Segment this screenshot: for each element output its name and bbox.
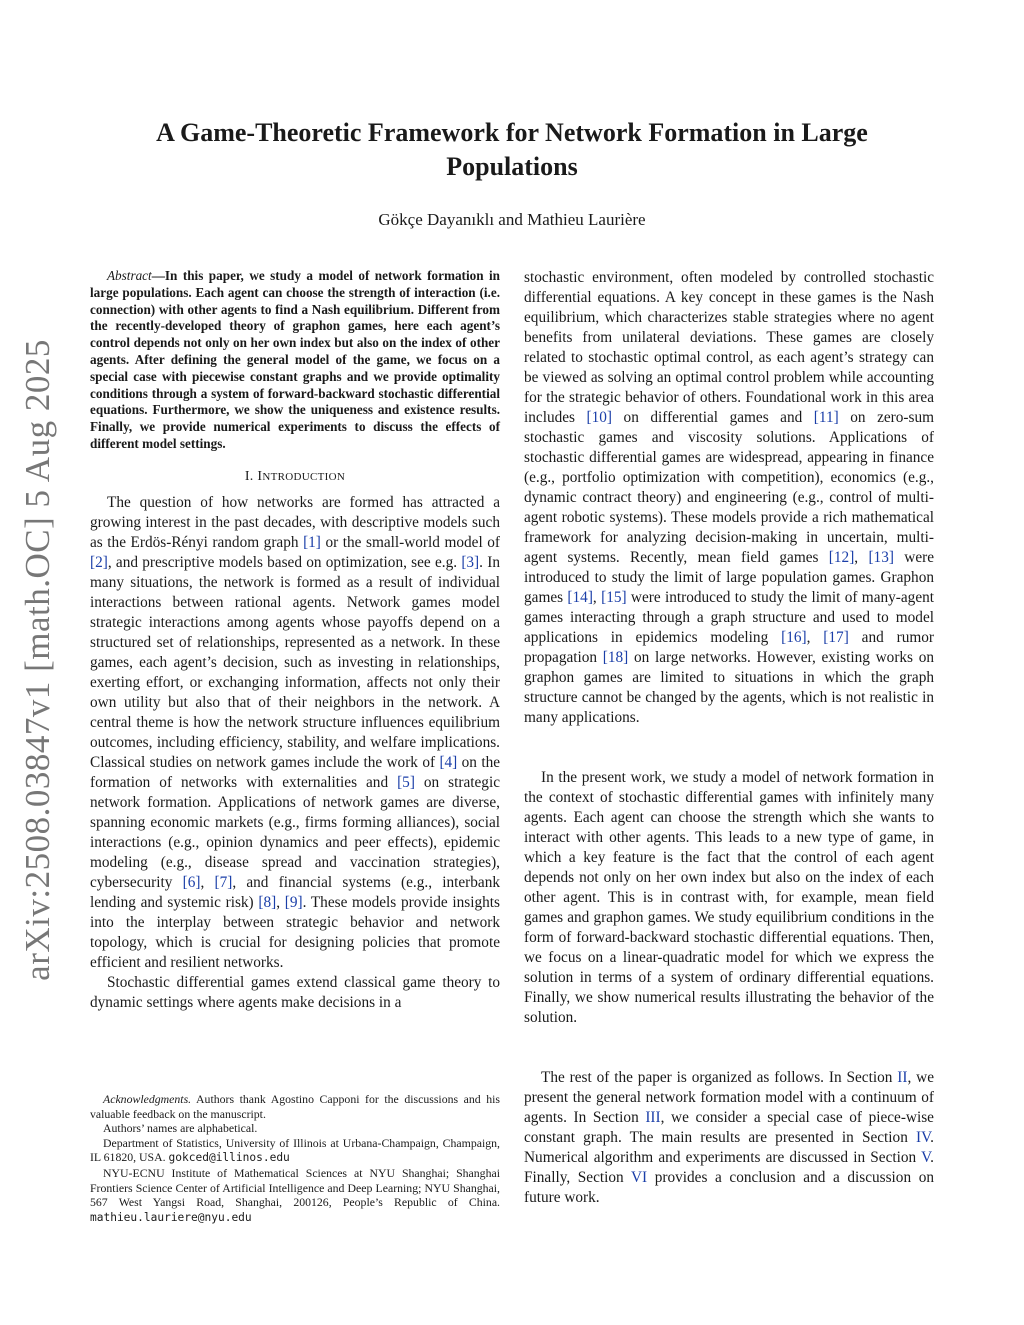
- abstract: [90, 268, 500, 453]
- citation-link[interactable]: [1]: [303, 533, 321, 551]
- section-title-first: I: [257, 468, 263, 484]
- ack-label: Acknowledgments.: [103, 1092, 192, 1106]
- citation-link[interactable]: [17]: [823, 629, 849, 646]
- right-column: [524, 268, 934, 1208]
- left-column: [90, 268, 500, 1013]
- intro-paragraph-4: The rest of the paper is organized as follows. In Section II, we present the general network formation model with a continuum of agents. In Section III, we consider a special case of piece-wise constant graph. The main results are presented in Section IV. Numerical algorithm and experiments are discussed in Section V. Finally, Section VI provides a conclusion and a discussion on future work.: [524, 1069, 934, 1206]
- abstract-label: Abstract: [107, 268, 152, 283]
- footnotes: [90, 1092, 500, 1225]
- citation-link[interactable]: [13]: [868, 549, 894, 566]
- citation-link[interactable]: [3]: [461, 553, 480, 571]
- abstract-dash: —: [151, 268, 165, 283]
- citation-link[interactable]: [6]: [182, 873, 201, 891]
- email-link-1[interactable]: gokced@illinos.edu: [168, 1151, 290, 1165]
- section-title-rest: NTRODUCTION: [262, 470, 346, 483]
- section-heading-introduction: [90, 467, 500, 487]
- affiliation-1-text: Department of Statistics, University of Illinois at Urbana-Champaign, Champaign, IL 61820, USA.: [90, 1135, 500, 1165]
- affiliation-2-text: NYU-ECNU Institute of Mathematical Sciences at NYU Shanghai; Shanghai Frontiers Science Center of Artificial Intelligence and Deep Learning; NYU Shanghai, 567 West Yangsi Road, Shanghai, 200126, People’s Republic of China.: [90, 1165, 500, 1210]
- footnote-acknowledgments: [90, 1092, 500, 1121]
- author-list: Gökçe Dayanıklı and Mathieu Laurière: [378, 210, 646, 229]
- paper-title: A Game-Theoretic Framework for Network Formation in Large Populations: [156, 118, 868, 181]
- citation-link[interactable]: IV: [916, 1129, 931, 1146]
- citation-link[interactable]: [9]: [284, 893, 303, 911]
- citation-link[interactable]: [14]: [567, 589, 593, 606]
- intro-paragraph-3: In the present work, we study a model of network formation in the context of stochastic differential games with infinitely many agents. Each agent can choose the strength which she wants to interact with other agents. This leads to a new type of game, in which a key feature is the fact that the control of each agent depends not only on her own index but also on the index of each other agent. This is in contrast with, for example, mean field games and graphon games. We study equilibrium conditions in the form of forward-backward stochastic differential equations. Then, we focus on a linear-quadratic model for which we express the solution in terms of a system of ordinary differential equations. Finally, we show numerical results illustrating the behavior of the solution.: [524, 769, 934, 1026]
- ack-text: Authors thank Agostino Capponi for the discussions and his valuable feedback on the manuscript.: [90, 1092, 500, 1121]
- citation-link[interactable]: III: [645, 1109, 661, 1126]
- citation-link[interactable]: [15]: [601, 589, 627, 606]
- citation-link[interactable]: V: [921, 1149, 931, 1166]
- citation-link[interactable]: [10]: [586, 409, 613, 426]
- citation-link[interactable]: [2]: [90, 553, 108, 571]
- footnote-alphabetical: Authors’ names are alphabetical.: [103, 1121, 258, 1136]
- intro-paragraph-2: Stochastic differential games extend classical game theory to dynamic settings where agents make decisions in a: [90, 973, 500, 1011]
- citation-link[interactable]: [8]: [258, 893, 277, 911]
- email-link-2[interactable]: mathieu.lauriere@nyu.edu: [90, 1210, 252, 1224]
- citation-link[interactable]: II: [897, 1069, 908, 1086]
- intro-paragraph-2-continued: stochastic environment, often modeled by controlled stochastic differential equations. A key concept in these games is the Nash equilibrium, which characterizes stable strategies where no agent benefits from unilateral deviations. These games are closely related to stochastic optimal control, as each agent’s strategy can be viewed as solving an optimal control problem while accounting for the strategic behavior of others. Foundational work in this area includes [10] on differential games and [11] on zero-sum stochastic games and viscosity solutions. Applications of stochastic differential games are widespread, appearing in finance (e.g., portfolio optimization with competition), economics (e.g., dynamic contract theory) and engineering (e.g., control of multi-agent robotic systems). These models provide a rich mathematical framework for analyzing decision-making in uncertain, multi-agent systems. Recently, mean field games [12], [13] were introduced to study the limit of large population games. Graphon games [14], [15] were introduced to study the limit of many-agent games interacting through a graph structure and used to model applications in epidemics modeling [16], [17] and rumor propagation [18] on large networks. However, existing works on graphon games are limited to situations in which the graph structure cannot be changed by the agents, which is not realistic in many applications.: [524, 269, 935, 726]
- citation-link[interactable]: [7]: [214, 873, 233, 891]
- section-number: I.: [244, 468, 254, 484]
- citation-link[interactable]: [16]: [781, 629, 807, 646]
- arxiv-identifier-text: arXiv:2508.03847v1 [math.OC] 5 Aug 2025: [18, 339, 57, 981]
- footnote-affiliation-1: [90, 1136, 500, 1166]
- citation-link[interactable]: [5]: [397, 773, 415, 791]
- footnote-affiliation-2: [90, 1166, 500, 1225]
- intro-paragraph-1: The question of how networks are formed has attracted a growing interest in the past decades, with descriptive models such as the Erdös-Rényi random graph [1] or the small-world model of [2], and prescriptive models based on optimization, see e.g. [3]. In many situations, the network is formed as a result of individual interactions between rational agents. Network games model strategic interactions among agents whose payoffs depend on a structured set of relationships, represented as a network. In these games, each agent’s decision, such as investing in relationships, exerting effort, or exchanging information, affects not only their own utility but also that of their neighbors in the network. A central theme is how the network structure influences equilibrium outcomes, including efficiency, stability, and welfare implications. Classical studies on network games include the work of [4] on the formation of networks with externalities and [5] on strategic network formation. Applications of network games are diverse, spanning economic markets (e.g., firms forming alliances), social interactions (e.g., opinion dynamics and peer effects), epidemic modeling (e.g., disease spread and vaccination strategies), cybersecurity [6], [7], and financial systems (e.g., interbank lending and systemic risk) [8], [9]. These models provide insights into the interplay between strategic behavior and network topology, which is crucial for designing policies that promote efficient and resilient networks.: [90, 493, 501, 971]
- citation-link[interactable]: [11]: [813, 409, 839, 426]
- citation-link[interactable]: [4]: [439, 753, 458, 771]
- citation-link[interactable]: [18]: [602, 649, 629, 666]
- citation-link[interactable]: VI: [630, 1169, 648, 1186]
- citation-link[interactable]: [12]: [828, 549, 855, 566]
- abstract-text: In this paper, we study a model of network formation in large populations. Each agent can choose the strength of interaction (i.e. connection) with other agents to find a Nash equilibrium. Different from the recently-developed theory of graphon games, here each agent’s control depends not only on her own index but also on the index of other agents. After defining the general model of the game, we focus on a special case with piecewise constant graphs and we provide optimality conditions through a system of forward-backward stochastic differential equations. Furthermore, we show the uniqueness and existence results. Finally, we provide numerical experiments to discuss the effects of different model settings.: [90, 268, 500, 451]
- arxiv-identifier: [12, 340, 64, 980]
